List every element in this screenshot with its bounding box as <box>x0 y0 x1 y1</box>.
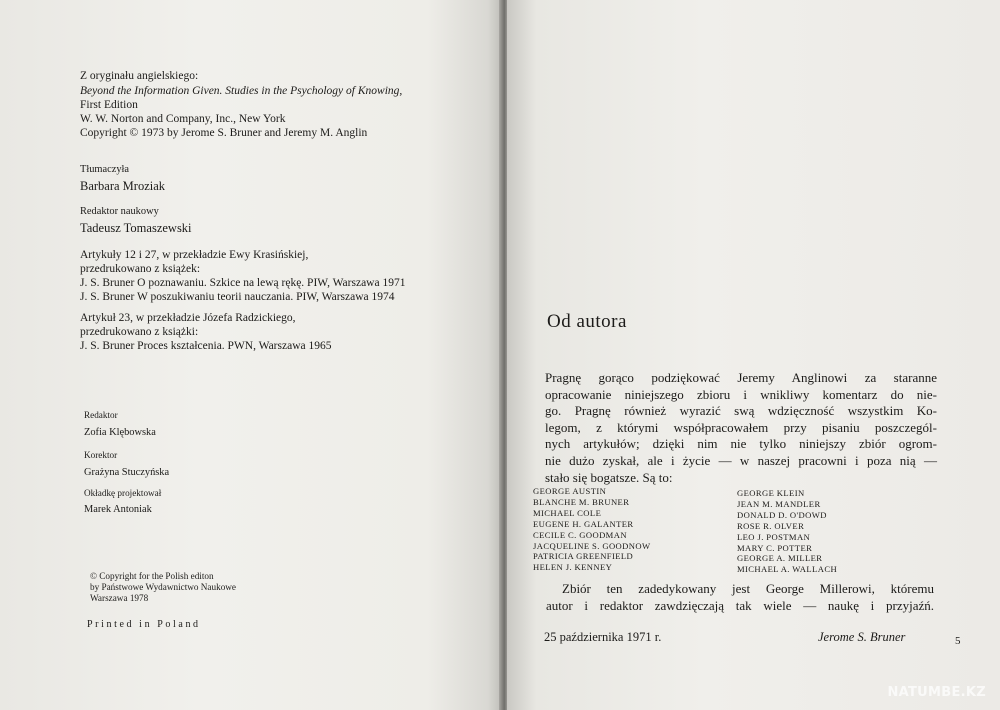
original-copyright: Copyright © 1973 by Jerome S. Bruner and Jeremy M. Anglin <box>80 127 368 139</box>
name-item: ROSE R. OLVER <box>737 520 805 531</box>
name-item: DONALD D. O'DOWD <box>737 509 827 520</box>
name-item: LEO J. POSTMAN <box>737 531 811 542</box>
articles-a-line: J. S. Bruner O poznawaniu. Szkice na lewą rękę. PIW, Warszawa 1971 <box>80 277 406 289</box>
names-column-right <box>737 488 837 575</box>
polish-copyright-line: Warszawa 1978 <box>90 593 149 603</box>
date: 25 października 1971 r. <box>544 630 662 644</box>
author-signature: Jerome S. Bruner <box>818 630 906 644</box>
credit-label: Redaktor <box>84 410 118 420</box>
editor-name: Tadeusz Tomaszewski <box>80 221 192 235</box>
polish-copyright-line: © Copyright for the Polish editon <box>90 571 214 581</box>
paragraph-line: go. Pragnę również wyrazić swą wdzięczność wszystkim Ko- <box>545 403 937 419</box>
polish-copyright-line: by Państwowe Wydawnictwo Naukowe <box>90 582 236 592</box>
original-title: Beyond the Information Given. Studies in the Psychology of Knowing, <box>80 85 403 97</box>
credit-label: Okładkę projektował <box>84 488 162 498</box>
translator-label: Tłumaczyła <box>80 164 130 175</box>
name-item: EUGENE H. GALANTER <box>533 518 634 529</box>
credit-name: Marek Antoniak <box>84 504 152 515</box>
name-item: PATRICIA GREENFIELD <box>533 551 634 562</box>
section-heading: Od autora <box>547 311 627 332</box>
name-item: MICHAEL COLE <box>533 507 602 518</box>
paragraph-line: legom, z którymi współpracowałem przy pisaniu poszczegól- <box>545 419 937 435</box>
name-item: JEAN M. MANDLER <box>737 498 821 509</box>
dedication-line: Zbiór ten zadedykowany jest George Millerowi, któremu <box>562 581 934 596</box>
name-item: MICHAEL A. WALLACH <box>737 564 838 575</box>
paragraph-line: nie dużo zyskał, ale i życie — w naszej pracowni i poza nią — <box>545 453 937 468</box>
name-item: JACQUELINE S. GOODNOW <box>533 540 651 551</box>
paragraph-line: opracowanie niniejszego zbioru i wnikliwy komentarz do nie- <box>545 386 937 402</box>
translator-name: Barbara Mroziak <box>80 179 166 193</box>
original-edition: First Edition <box>80 99 138 111</box>
credit-name: Grażyna Stuczyńska <box>84 467 170 478</box>
name-item: GEORGE KLEIN <box>737 488 805 498</box>
name-item: HELEN J. KENNEY <box>533 562 613 573</box>
original-publisher: W. W. Norton and Company, Inc., New York <box>80 113 286 125</box>
original-label: Z oryginału angielskiego: <box>80 70 199 82</box>
page-number: 5 <box>955 635 961 647</box>
articles-b-line: przedrukowano z książki: <box>80 326 199 338</box>
name-item: GEORGE A. MILLER <box>737 553 823 564</box>
name-item: BLANCHE M. BRUNER <box>533 496 630 507</box>
articles-a-line: J. S. Bruner W poszukiwaniu teorii nauczania. PIW, Warszawa 1974 <box>80 291 395 303</box>
editor-label: Redaktor naukowy <box>80 206 159 217</box>
paragraph-line: Pragnę gorąco podziękować Jeremy Anglinowi za staranne <box>545 370 937 385</box>
site-watermark: NATUMBE.KZ <box>887 685 986 700</box>
names-column-left <box>533 486 650 573</box>
articles-a-line: Artykuły 12 i 27, w przekładzie Ewy Krasińskiej, <box>80 249 309 261</box>
paragraph-line: stało się bogatsze. Są to: <box>545 469 673 485</box>
articles-a-line: przedrukowano z książek: <box>80 263 201 275</box>
name-item: MARY C. POTTER <box>737 542 813 553</box>
credit-label: Korektor <box>84 450 118 460</box>
articles-b-line: J. S. Bruner Proces kształcenia. PWN, Warszawa 1965 <box>80 340 332 352</box>
paragraph-line: nych artykułów; dzięki nim nie tylko niniejszy zbiór ogrom- <box>545 436 937 452</box>
dedication-line: autor i redaktor zawdzięczają tak wiele — naukę i przyjaźń. <box>546 598 934 613</box>
name-item: GEORGE AUSTIN <box>533 486 607 496</box>
articles-b-line: Artykuł 23, w przekładzie Józefa Radzickiego, <box>80 312 296 324</box>
name-item: CECILE C. GOODMAN <box>533 529 627 540</box>
printed-in-poland: Printed in Poland <box>87 619 201 630</box>
credit-name: Zofia Klębowska <box>84 427 156 438</box>
